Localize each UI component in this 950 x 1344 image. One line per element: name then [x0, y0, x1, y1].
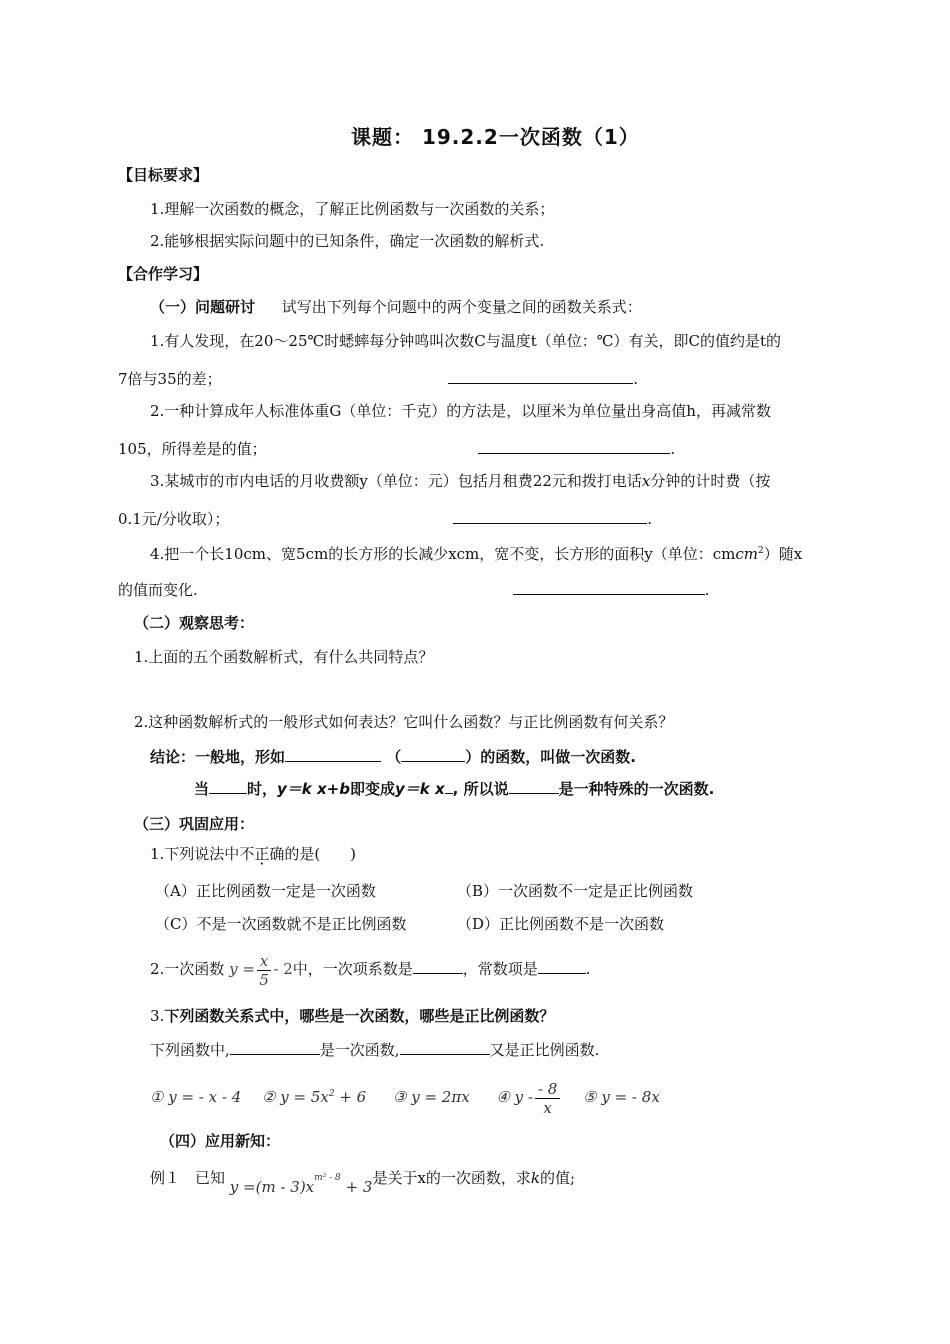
q3-text-b: 分钟的计时费（按	[650, 472, 771, 490]
function-5: ⑤ y = - 8x	[583, 1088, 660, 1106]
function-4-lhs: ④ y -	[496, 1088, 533, 1106]
q4-text-b: ）随x	[763, 545, 803, 563]
obs-2: 2.这种函数解析式的一般形式如何表达？它叫什么函数？与正比例函数有何关系？	[134, 713, 674, 731]
part2-heading: （二）观察思考：	[134, 614, 255, 632]
conclusion-formula-1: y＝k x+b	[277, 780, 350, 798]
conclusion-blank-4[interactable]	[445, 777, 453, 794]
q3-line-a	[150, 470, 770, 492]
conclusion-blank-5[interactable]	[509, 777, 559, 794]
q1-text: 7倍与35的差；	[118, 370, 222, 388]
function-4	[496, 1079, 562, 1117]
part3-heading: （三）巩固应用：	[134, 815, 255, 833]
q2-period: .	[670, 440, 676, 458]
app1-text-a: 1.下列说法中	[150, 845, 240, 863]
app3-number: 3.	[150, 1007, 165, 1025]
app2-question	[150, 950, 591, 989]
example-1-var-k: k	[530, 1169, 541, 1187]
q3-line-b	[118, 507, 652, 530]
conclusion-formula-2: y＝k x	[395, 780, 445, 798]
q3-period: .	[647, 510, 652, 528]
app1-text-b: 的是( )	[284, 845, 357, 863]
example-1-formula-base: y =(m - 3)x	[229, 1178, 315, 1196]
q2-text: 105，所得差是的值；	[118, 440, 267, 458]
option-b[interactable]: （B）一次函数不一定是正比例函数	[457, 882, 694, 900]
part1-heading	[150, 296, 642, 318]
part1-label: （一）问题研讨	[150, 298, 256, 316]
q4-exponent: 2	[758, 546, 764, 556]
conclusion-text-g: , 所以说	[452, 780, 509, 798]
conclusion-line-1	[150, 745, 636, 768]
conclusion-text-d: 当	[194, 780, 210, 798]
function-2-exponent: 2	[328, 1089, 335, 1099]
app2-text-c: ，常数项是	[462, 960, 538, 978]
option-a[interactable]: （A）正比例函数一定是一次函数	[155, 882, 376, 900]
example-1-text-b: 的值;	[540, 1169, 576, 1187]
obs-1: 1.上面的五个函数解析式，有什么共同特点？	[134, 648, 434, 666]
part4-heading: （四）应用新知：	[160, 1132, 281, 1150]
conclusion-text-f: 即变成	[350, 780, 396, 798]
conclusion-text-e: 时，	[247, 780, 278, 798]
conclusion-line-2	[194, 777, 714, 800]
app2-blank-2[interactable]	[538, 957, 586, 974]
q1-line-a: 1.有人发现，在20～25℃时蟋蟀每分钟鸣叫次数C与温度t（单位：℃）有关，即C的值约是t的	[150, 332, 782, 350]
q3-var-x: x	[641, 472, 651, 490]
part1-text: 试写出下列每个问题中的两个变量之间的函数关系式：	[281, 298, 642, 316]
example-1-text-a: 是关于x的一次函数，求	[372, 1169, 531, 1187]
conclusion-blank-2[interactable]	[401, 745, 465, 762]
app3-question	[150, 1005, 554, 1027]
app3-text-b: 是一次函数,	[319, 1041, 400, 1059]
conclusion-text-a: 结论：一般地，形如	[150, 748, 286, 766]
app1-question	[150, 843, 356, 865]
conclusion-blank-3[interactable]	[209, 777, 247, 794]
function-2	[262, 1088, 366, 1106]
q3-answer-blank[interactable]	[453, 507, 647, 524]
app2-tail: - 2	[273, 960, 293, 978]
function-3: ③ y = 2πx	[393, 1088, 470, 1106]
app2-y: y =	[229, 960, 255, 978]
q4-text-a: 4.把一个长10cm、宽5cm的长方形的长减少xcm，宽不变，长方形的面积y（单位：cm	[150, 545, 736, 563]
q4-text-c: 的值而变化.	[118, 581, 198, 599]
example-1-formula	[229, 1173, 373, 1196]
app2-text-b: 中，一次项系数是	[292, 960, 413, 978]
q4-line-a	[150, 540, 802, 565]
option-c[interactable]: （C）不是一次函数就不是正比例函数	[155, 915, 407, 933]
function-2-tail: + 6	[334, 1088, 367, 1106]
q4-answer-blank[interactable]	[513, 578, 705, 595]
app3-text-c: 又是正比例函数.	[489, 1041, 600, 1059]
example-1-label: 例１ 已知	[150, 1169, 226, 1187]
function-list	[150, 1072, 660, 1119]
conclusion-text-c: ）的函数，叫做一次函数.	[465, 748, 636, 766]
app2-period: .	[585, 960, 591, 978]
function-4-denominator: x	[543, 1098, 552, 1117]
conclusion-blank-1[interactable]	[285, 745, 381, 762]
q2-line-a: 2.一种计算成年人标准体重G（单位：千克）的方法是，以厘米为单位量出身高值h，再减常数	[150, 402, 771, 420]
example-1-formula-tail: + 3	[340, 1178, 373, 1196]
q4-period: .	[704, 581, 710, 599]
q2-answer-blank[interactable]	[478, 437, 670, 454]
q4-unit: cm	[735, 545, 759, 563]
app3-text-a: 下列函数中,	[150, 1041, 230, 1059]
page-title: 课题： 19.2.2一次函数（1）	[351, 125, 640, 149]
app3-blank-1[interactable]	[230, 1038, 320, 1055]
q1-period: .	[633, 370, 639, 388]
example-1-formula-exponent: m² - 8	[314, 1173, 341, 1183]
q3-text-a: 3.某城市的市内电话的月收费额y（单位：元）包括月租费22元和拨打电话	[150, 472, 642, 490]
q1-line-b	[118, 367, 638, 390]
goal-2: 2.能够根据实际问题中的已知条件，确定一次函数的解析式.	[150, 232, 545, 250]
option-d[interactable]: （D）正比例函数不是一次函数	[457, 915, 665, 933]
q3-text-c: 0.1元/分收取）；	[118, 510, 230, 528]
conclusion-text-h: 是一种特殊的一次函数.	[558, 780, 715, 798]
app3-text: 下列函数关系式中，哪些是一次函数，哪些是正比例函数？	[164, 1007, 555, 1025]
function-4-numerator: - 8	[535, 1080, 560, 1099]
app2-numerator: x	[257, 952, 271, 971]
app1-emphasis: 不正确	[239, 845, 285, 863]
function-2-base: ② y = 5x	[262, 1088, 329, 1106]
coop-header: 【合作学习】	[118, 265, 209, 283]
function-4-fraction	[535, 1080, 560, 1117]
app3-blank-2[interactable]	[400, 1038, 490, 1055]
q4-line-b	[118, 578, 709, 601]
q1-answer-blank[interactable]	[448, 367, 633, 384]
app2-denominator: 5	[259, 970, 269, 989]
example-1	[150, 1164, 576, 1196]
app3-answer-line	[150, 1038, 599, 1061]
app2-blank-1[interactable]	[413, 957, 463, 974]
app2-text-a: 2.一次函数	[150, 960, 225, 978]
goal-1: 1.理解一次函数的概念，了解正比例函数与一次函数的关系；	[150, 200, 555, 218]
conclusion-text-b: （	[386, 748, 402, 766]
function-1: ① y = - x - 4	[150, 1088, 242, 1106]
app2-fraction	[257, 952, 271, 989]
goals-header: 【目标要求】	[118, 166, 209, 184]
q2-line-b	[118, 437, 675, 460]
